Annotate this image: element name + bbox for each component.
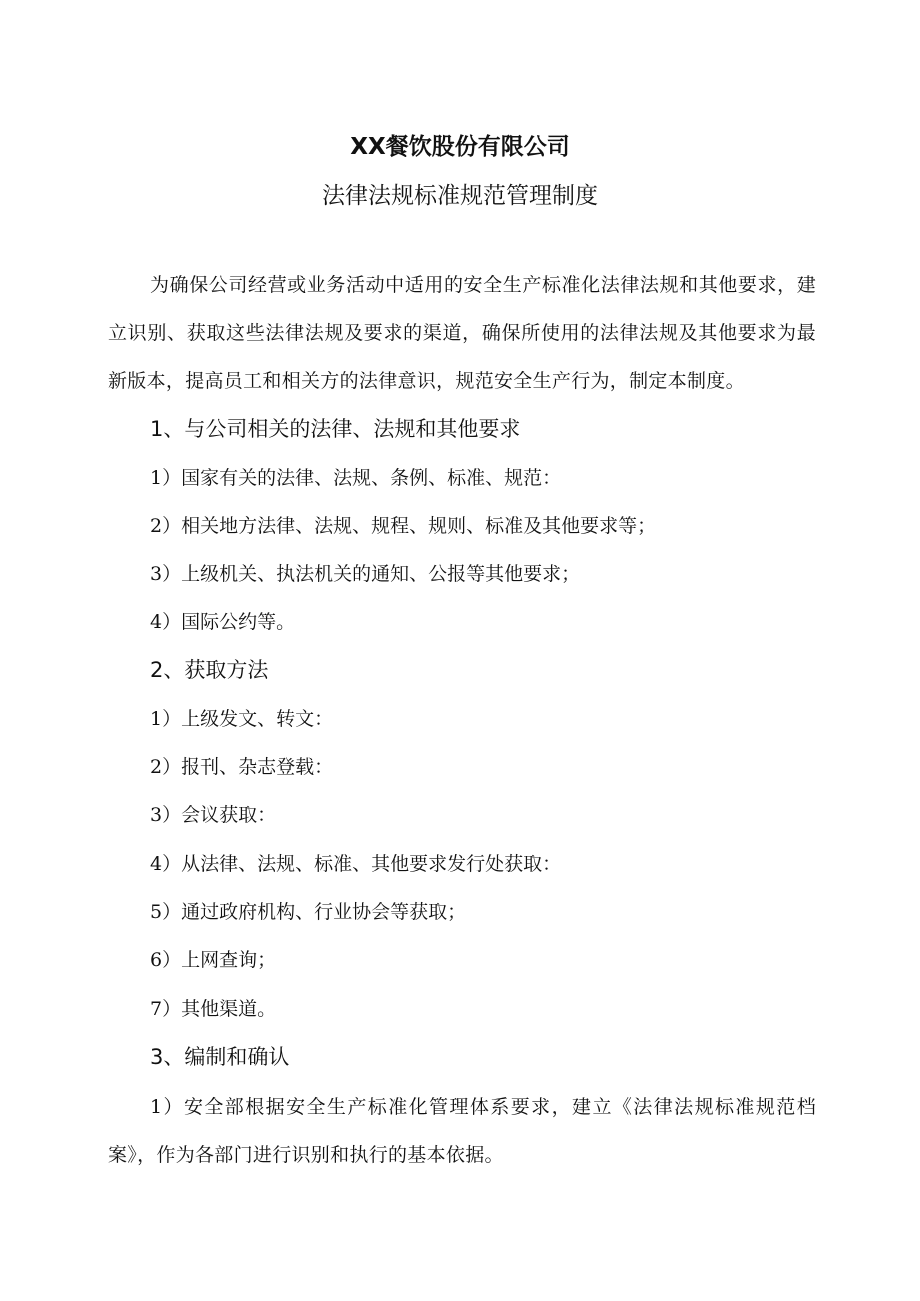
document-title: 法律法规标准规范管理制度 [322,183,598,209]
section-2-item-1: 1）上级发文、转文： [150,708,334,730]
section-1-item-2: 2）相关地方法律、法规、规程、规则、标准及其他要求等； [150,515,657,537]
section-2-item-4: 4）从法律、法规、标准、其他要求发行处获取： [150,853,562,875]
section-1-item-1: 1）国家有关的法律、法规、条例、标准、规范： [150,467,562,489]
section-2-item-7: 7）其他渠道。 [150,998,277,1020]
section-2-item-3: 3）会议获取： [150,804,277,826]
section-2-item-5: 5）通过政府机构、行业协会等获取； [150,901,467,923]
section-1-item-4: 4）国际公约等。 [150,611,296,633]
section-3-item-1: 1）安全部根据安全生产标准化管理体系要求，建立《法律法规标准规范档案》，作为各部门进行识别和执行的基本依据。 [108,1096,816,1166]
intro-paragraph: 为确保公司经营或业务活动中适用的安全生产标准化法律法规和其他要求，建立识别、获取这些法律法规及要求的渠道，确保所使用的法律法规及其他要求为最新版本，提高员工和相关方的法律意识，规范安全生产行为，制定本制度。 [108,274,816,392]
section-1-item-3: 3）上级机关、执法机关的通知、公报等其他要求； [150,563,581,585]
section-2-item-2: 2）报刊、杂志登载： [150,756,334,778]
company-name: XX餐饮股份有限公司 [350,134,570,160]
section-2-heading: 2、获取方法 [150,658,269,682]
section-3-heading: 3、编制和确认 [150,1045,290,1069]
section-1-heading: 1、与公司相关的法律、法规和其他要求 [150,417,521,441]
section-2-item-6: 6）上网查询； [150,949,277,971]
